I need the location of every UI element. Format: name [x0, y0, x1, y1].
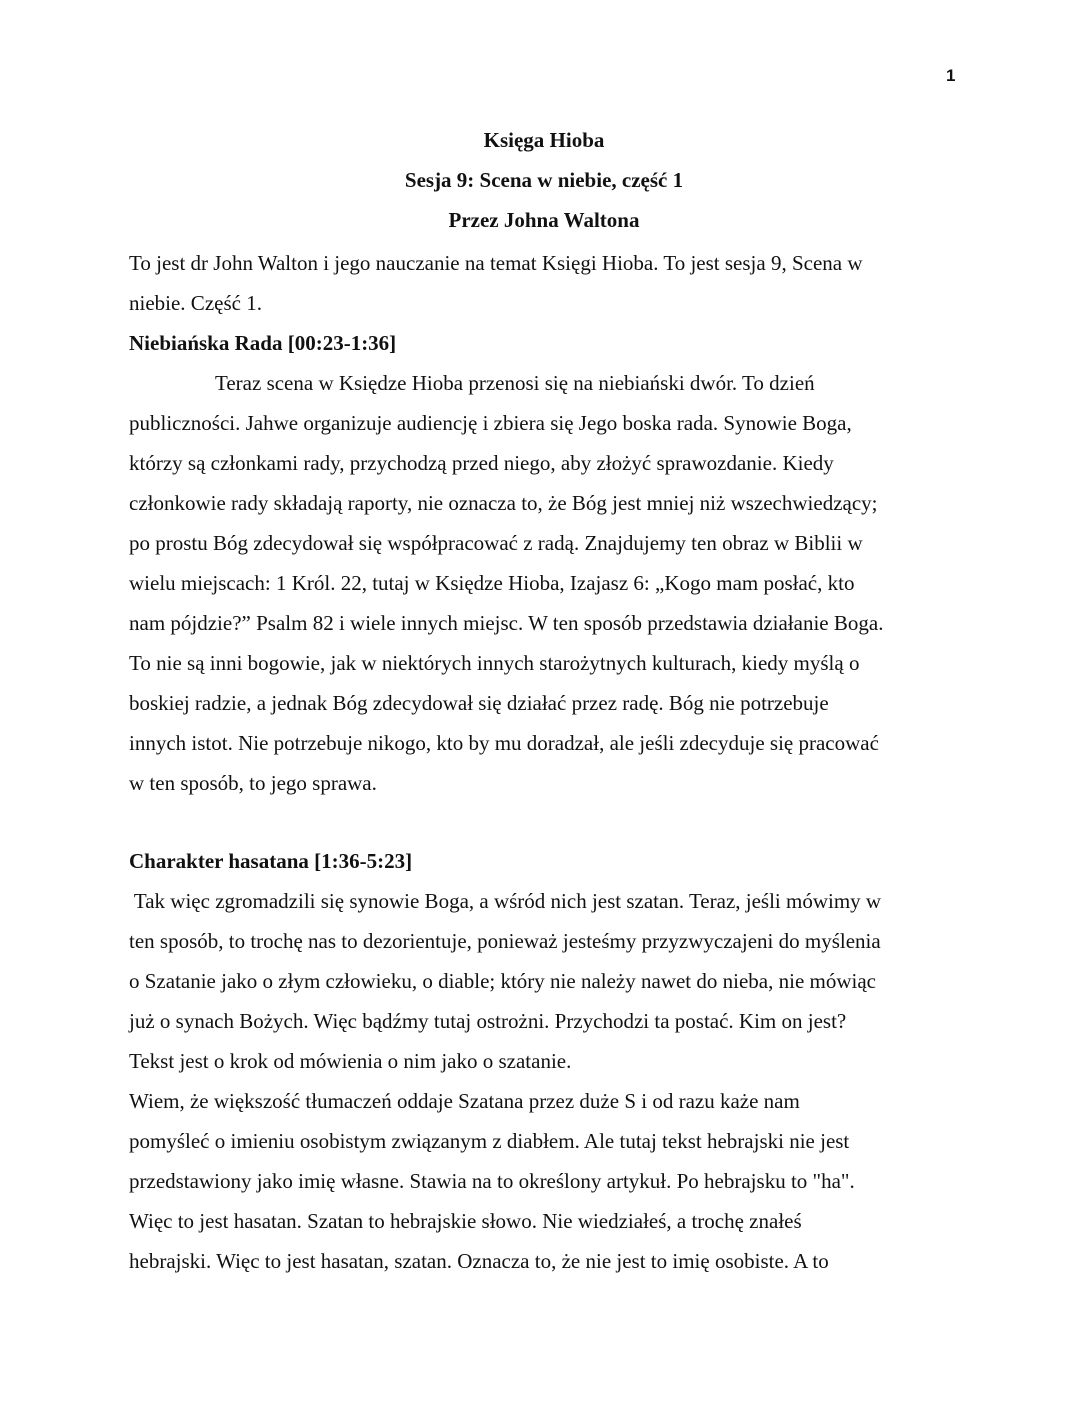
section-heading: Charakter hasatana [1:36-5:23] [129, 849, 413, 873]
intro-paragraph [129, 243, 964, 323]
intro-line: niebie. Część 1. [129, 291, 262, 315]
paragraph-line: członkowie rady składają raporty, nie oznacza to, że Bóg jest mniej niż wszechwiedzący; [129, 491, 878, 515]
paragraph-line: innych istot. Nie potrzebuje nikogo, kto by mu doradzał, ale jeśli zdecyduje się pracować [129, 731, 879, 755]
paragraph-line: boskiej radzie, a jednak Bóg zdecydował się działać przez radę. Bóg nie potrzebuje [129, 691, 829, 715]
paragraph-line: Teraz scena w Księdze Hioba przenosi się na niebiański dwór. To dzień [215, 371, 815, 395]
paragraph-line: w ten sposób, to jego sprawa. [129, 771, 377, 795]
section-heading: Niebiańska Rada [00:23-1:36] [129, 331, 397, 355]
paragraph-line: Wiem, że większość tłumaczeń oddaje Szatana przez duże S i od razu każe nam [129, 1089, 800, 1113]
paragraph-line: nam pójdzie?” Psalm 82 i wiele innych miejsc. W ten sposób przedstawia działanie Boga. [129, 611, 884, 635]
paragraph-line: już o synach Bożych. Więc bądźmy tutaj ostrożni. Przychodzi ta postać. Kim on jest? [129, 1009, 847, 1033]
intro-line: To jest dr John Walton i jego nauczanie na temat Księgi Hioba. To jest sesja 9, Scena w [129, 251, 863, 275]
document-title: Księga Hioba [483, 128, 605, 152]
paragraph-line: przedstawiony jako imię własne. Stawia na to określony artykuł. Po hebrajsku to "ha". [129, 1169, 855, 1193]
paragraph-line: Tekst jest o krok od mówienia o nim jako o szatanie. [129, 1049, 572, 1073]
paragraph-line: o Szatanie jako o złym człowieku, o diable; który nie należy nawet do nieba, nie mówiąc [129, 969, 876, 993]
paragraph-line: Tak więc zgromadzili się synowie Boga, a wśród nich jest szatan. Teraz, jeśli mówimy w [129, 889, 882, 913]
page-number: 1 [946, 66, 956, 85]
session-subtitle: Sesja 9: Scena w niebie, część 1 [404, 168, 684, 192]
paragraph-line: ten sposób, to trochę nas to dezorientuje, ponieważ jesteśmy przyzwyczajeni do myślenia [129, 929, 881, 953]
paragraph-line: hebrajski. Więc to jest hasatan, szatan. Oznacza to, że nie jest to imię osobiste. A to [129, 1249, 829, 1273]
paragraph-line: publiczności. Jahwe organizuje audiencję i zbiera się Jego boska rada. Synowie Boga, [129, 411, 852, 435]
paragraph-line: wielu miejscach: 1 Król. 22, tutaj w Księdze Hioba, Izajasz 6: „Kogo mam posłać, kto [129, 571, 855, 595]
section-charakter-hasatana [129, 841, 964, 1281]
author-line: Przez Johna Waltona [448, 208, 640, 232]
paragraph-line: pomyśleć o imieniu osobistym związanym z diabłem. Ale tutaj tekst hebrajski nie jest [129, 1129, 850, 1153]
paragraph-line: po prostu Bóg zdecydował się współpracować z radą. Znajdujemy ten obraz w Biblii w [129, 531, 863, 555]
paragraph-line: Więc to jest hasatan. Szatan to hebrajskie słowo. Nie wiedziałeś, a trochę znałeś [129, 1209, 802, 1233]
paragraph-line: którzy są członkami rady, przychodzą przed niego, aby złożyć sprawozdanie. Kiedy [129, 451, 834, 475]
paragraph-line: To nie są inni bogowie, jak w niektórych innych starożytnych kulturach, kiedy myślą o [129, 651, 860, 675]
section-niebianska-rada [129, 323, 964, 803]
